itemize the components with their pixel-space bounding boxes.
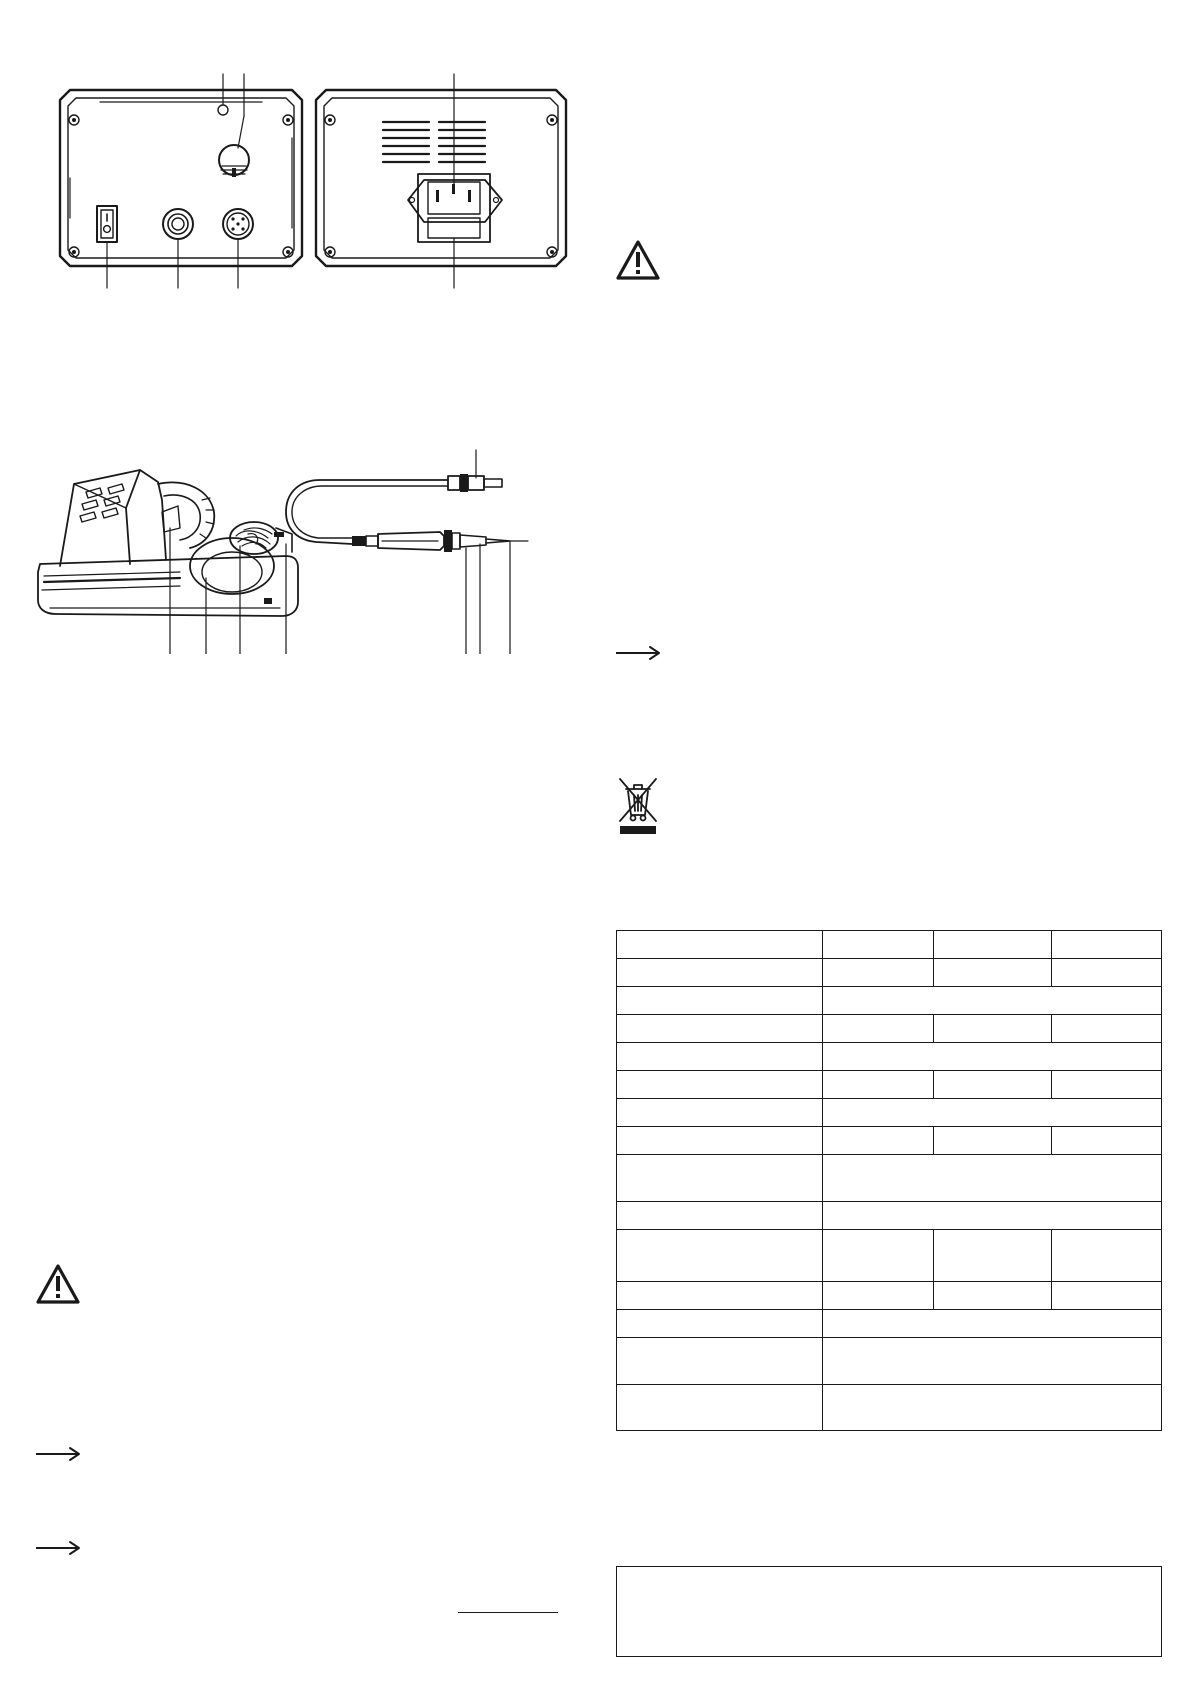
table-row bbox=[617, 1230, 1162, 1282]
stand-and-iron-figure bbox=[30, 448, 590, 654]
table-row bbox=[617, 1155, 1162, 1202]
table-row bbox=[617, 1127, 1162, 1155]
specification-table bbox=[616, 930, 1162, 1431]
warning-triangle-icon bbox=[34, 1262, 82, 1306]
table-row bbox=[617, 1099, 1162, 1127]
table-row bbox=[617, 1015, 1162, 1043]
table-row bbox=[617, 987, 1162, 1015]
table-row bbox=[617, 1338, 1162, 1385]
table-row bbox=[617, 1282, 1162, 1310]
crossed-bin-icon bbox=[614, 775, 662, 837]
right-arrow-icon bbox=[614, 645, 662, 661]
front-panel-drawing bbox=[60, 74, 302, 288]
soldering-iron-drawing bbox=[170, 450, 528, 654]
imprint-box bbox=[616, 1566, 1162, 1657]
table-row bbox=[617, 959, 1162, 987]
table-row bbox=[617, 931, 1162, 959]
table-row bbox=[617, 1043, 1162, 1071]
footer-rule bbox=[458, 1612, 558, 1613]
back-panel-drawing bbox=[316, 74, 566, 288]
table-row bbox=[617, 1071, 1162, 1099]
right-arrow-icon bbox=[34, 1446, 82, 1462]
table-row bbox=[617, 1385, 1162, 1431]
warning-triangle-icon bbox=[614, 238, 662, 282]
station-panels-figure bbox=[40, 68, 580, 290]
iron-stand-drawing bbox=[38, 470, 298, 616]
right-arrow-icon bbox=[34, 1540, 82, 1556]
table-row bbox=[617, 1202, 1162, 1230]
table-row bbox=[617, 1310, 1162, 1338]
